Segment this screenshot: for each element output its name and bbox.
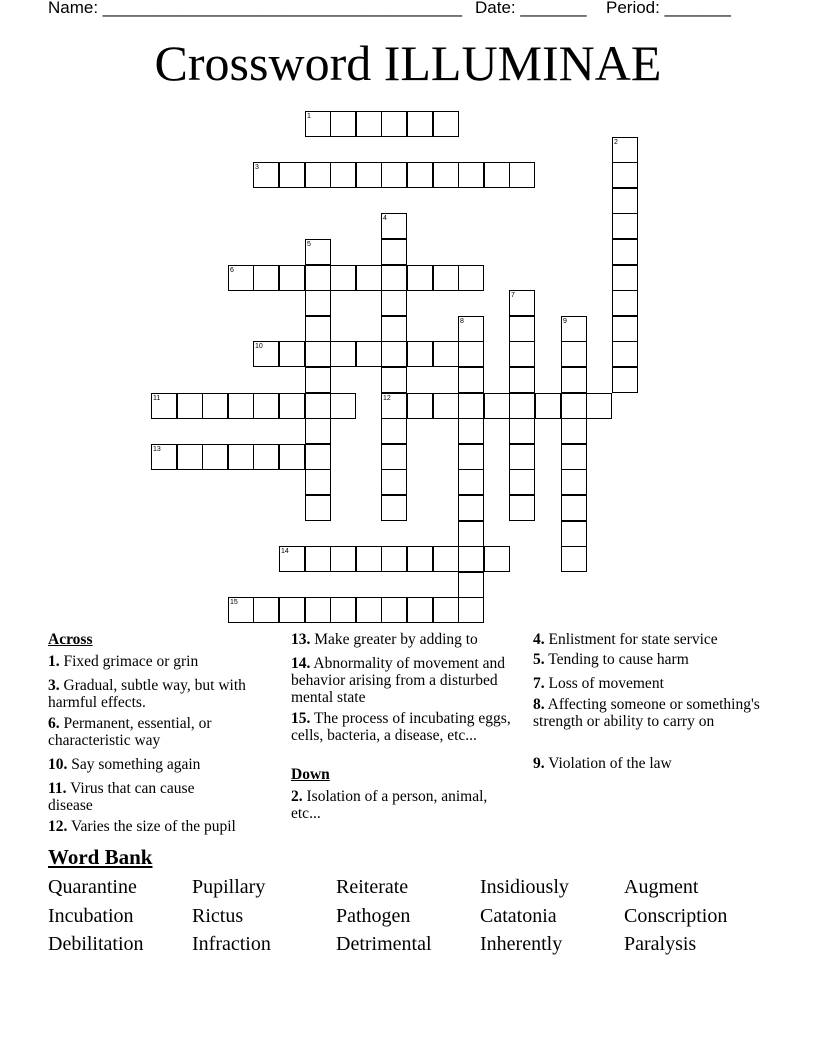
grid-cell[interactable] xyxy=(612,367,638,393)
grid-cell[interactable] xyxy=(535,393,561,419)
grid-cell[interactable] xyxy=(381,111,407,137)
word-bank-title: Word Bank xyxy=(48,845,153,869)
word-bank-item: Pathogen xyxy=(336,905,411,927)
grid-cell[interactable] xyxy=(305,444,331,470)
grid-cell[interactable] xyxy=(561,546,587,572)
grid-cell[interactable] xyxy=(305,546,331,572)
word-bank-item: Catatonia xyxy=(480,905,557,927)
clue-number: 6 xyxy=(230,267,234,274)
grid-cell[interactable] xyxy=(381,290,407,316)
grid-cell[interactable] xyxy=(356,265,382,291)
period-field[interactable]: Period: _______ xyxy=(606,0,731,17)
grid-cell[interactable] xyxy=(458,418,484,444)
grid-cell[interactable] xyxy=(458,495,484,521)
clue-number: 14 xyxy=(281,548,289,555)
clue-across-12: 12. Varies the size of the pupil xyxy=(48,818,236,835)
grid-cell[interactable] xyxy=(356,546,382,572)
clue-across-10: 10. Say something again xyxy=(48,756,201,773)
grid-cell[interactable] xyxy=(458,546,484,572)
clue-number: 2 xyxy=(614,139,618,146)
grid-cell[interactable] xyxy=(612,316,638,342)
grid-cell[interactable] xyxy=(305,265,331,291)
word-bank-item: Reiterate xyxy=(336,876,409,898)
grid-cell[interactable] xyxy=(228,393,254,419)
grid-cell[interactable] xyxy=(612,213,638,239)
clue-across-3: 3. Gradual, subtle way, but with harmful effects. xyxy=(48,677,246,711)
grid-cell[interactable] xyxy=(305,367,331,393)
grid-cell[interactable] xyxy=(381,418,407,444)
grid-cell[interactable] xyxy=(407,546,433,572)
grid-cell[interactable] xyxy=(561,444,587,470)
grid-cell[interactable] xyxy=(381,597,407,623)
grid-cell[interactable] xyxy=(305,597,331,623)
grid-cell[interactable] xyxy=(509,316,535,342)
grid-cell[interactable] xyxy=(330,265,356,291)
grid-cell[interactable] xyxy=(253,444,279,470)
grid-cell[interactable] xyxy=(612,239,638,265)
grid-cell[interactable] xyxy=(381,265,407,291)
date-field[interactable]: Date: _______ xyxy=(475,0,587,17)
grid-cell[interactable] xyxy=(381,341,407,367)
clue-number: 13 xyxy=(153,446,161,453)
clue-number: 3 xyxy=(255,164,259,171)
grid-cell[interactable] xyxy=(407,393,433,419)
grid-cell[interactable] xyxy=(381,367,407,393)
grid-cell[interactable] xyxy=(458,521,484,547)
grid-cell[interactable] xyxy=(305,393,331,419)
grid-cell[interactable] xyxy=(305,495,331,521)
grid-cell[interactable] xyxy=(458,341,484,367)
grid-cell[interactable] xyxy=(381,495,407,521)
clue-down-5: 5. Tending to cause harm xyxy=(533,651,689,668)
grid-cell[interactable] xyxy=(407,597,433,623)
grid-cell[interactable] xyxy=(433,546,459,572)
grid-cell[interactable] xyxy=(458,367,484,393)
grid-cell[interactable] xyxy=(433,393,459,419)
word-bank-item: Debilitation xyxy=(48,933,144,955)
across-heading: Across xyxy=(48,631,93,648)
grid-cell[interactable] xyxy=(509,393,535,419)
grid-cell[interactable] xyxy=(458,162,484,188)
grid-cell[interactable] xyxy=(509,444,535,470)
clue-number: 10 xyxy=(255,343,263,350)
word-bank-item: Insidiously xyxy=(480,876,569,898)
grid-cell[interactable] xyxy=(612,265,638,291)
grid-cell[interactable] xyxy=(279,341,305,367)
grid-cell[interactable] xyxy=(253,393,279,419)
grid-cell[interactable] xyxy=(561,521,587,547)
word-bank-item: Augment xyxy=(624,876,699,898)
grid-cell[interactable] xyxy=(561,341,587,367)
grid-cell[interactable] xyxy=(279,444,305,470)
grid-cell[interactable] xyxy=(202,393,228,419)
clue-across-6: 6. Permanent, essential, or characteristic way xyxy=(48,715,212,749)
word-bank-item: Paralysis xyxy=(624,933,697,955)
grid-cell[interactable] xyxy=(509,469,535,495)
word-bank-item: Pupillary xyxy=(192,876,266,898)
grid-cell[interactable] xyxy=(279,597,305,623)
clue-number: 8 xyxy=(460,318,464,325)
clue-number: 15 xyxy=(230,599,238,606)
grid-cell[interactable] xyxy=(407,265,433,291)
name-field[interactable]: Name: ______________________________________ xyxy=(48,0,463,17)
grid-cell[interactable] xyxy=(458,597,484,623)
grid-cell[interactable] xyxy=(561,469,587,495)
grid-cell[interactable] xyxy=(253,597,279,623)
grid-cell[interactable] xyxy=(458,469,484,495)
grid-cell[interactable] xyxy=(202,444,228,470)
grid-cell[interactable] xyxy=(586,393,612,419)
grid-cell[interactable] xyxy=(433,341,459,367)
grid-cell[interactable] xyxy=(612,188,638,214)
clue-number: 7 xyxy=(511,292,515,299)
grid-cell[interactable] xyxy=(305,418,331,444)
clue-down-8: 8. Affecting someone or something's strength or ability to carry on xyxy=(533,696,760,730)
word-bank-item: Detrimental xyxy=(336,933,432,955)
grid-cell[interactable] xyxy=(484,393,510,419)
grid-cell[interactable] xyxy=(509,418,535,444)
grid-cell[interactable] xyxy=(305,316,331,342)
clue-down-2: 2. Isolation of a person, animal, etc... xyxy=(291,788,488,822)
grid-cell[interactable] xyxy=(381,546,407,572)
grid-cell[interactable] xyxy=(612,162,638,188)
grid-cell[interactable] xyxy=(356,597,382,623)
grid-cell[interactable] xyxy=(458,265,484,291)
page-title: Crossword ILLUMINAE xyxy=(154,35,662,91)
grid-cell[interactable] xyxy=(381,444,407,470)
clue-down-4: 4. Enlistment for state service xyxy=(533,631,718,648)
grid-cell[interactable] xyxy=(509,495,535,521)
grid-cell[interactable] xyxy=(305,469,331,495)
grid-cell[interactable] xyxy=(228,444,254,470)
down-heading: Down xyxy=(291,766,330,783)
grid-cell[interactable] xyxy=(433,111,459,137)
grid-cell[interactable] xyxy=(561,393,587,419)
grid-cell[interactable] xyxy=(484,546,510,572)
grid-cell[interactable] xyxy=(458,444,484,470)
grid-cell[interactable] xyxy=(433,162,459,188)
grid-cell[interactable] xyxy=(407,162,433,188)
grid-cell[interactable] xyxy=(612,341,638,367)
grid-cell[interactable] xyxy=(381,316,407,342)
grid-cell[interactable] xyxy=(509,367,535,393)
grid-cell[interactable] xyxy=(356,162,382,188)
grid-cell[interactable] xyxy=(253,265,279,291)
grid-cell[interactable] xyxy=(433,597,459,623)
grid-cell[interactable] xyxy=(279,393,305,419)
grid-cell[interactable] xyxy=(305,162,331,188)
clue-number: 1 xyxy=(307,113,311,120)
word-bank-item: Incubation xyxy=(48,905,134,927)
grid-cell[interactable] xyxy=(177,393,203,419)
grid-cell[interactable] xyxy=(279,162,305,188)
grid-cell[interactable] xyxy=(177,444,203,470)
grid-cell[interactable] xyxy=(330,341,356,367)
grid-cell[interactable] xyxy=(330,111,356,137)
clue-across-15: 15. The process of incubating eggs, cells, bacteria, a disease, etc... xyxy=(291,710,511,744)
grid-cell[interactable] xyxy=(509,162,535,188)
clue-across-13: 13. Make greater by adding to xyxy=(291,631,478,648)
grid-cell[interactable] xyxy=(612,290,638,316)
grid-cell[interactable] xyxy=(330,546,356,572)
grid-cell[interactable] xyxy=(433,265,459,291)
grid-cell[interactable] xyxy=(305,341,331,367)
clue-number: 12 xyxy=(383,395,391,402)
clue-number: 11 xyxy=(153,395,161,402)
clue-down-9: 9. Violation of the law xyxy=(533,755,672,772)
grid-cell[interactable] xyxy=(381,162,407,188)
word-bank-item: Rictus xyxy=(192,905,244,927)
grid-cell[interactable] xyxy=(356,341,382,367)
grid-cell[interactable] xyxy=(458,393,484,419)
grid-cell[interactable] xyxy=(279,265,305,291)
word-bank-item: Conscription xyxy=(624,905,728,927)
clue-number: 9 xyxy=(563,318,567,325)
grid-cell[interactable] xyxy=(356,111,382,137)
clue-down-7: 7. Loss of movement xyxy=(533,675,664,692)
word-bank-item: Inherently xyxy=(480,933,563,955)
word-bank-item: Infraction xyxy=(192,933,271,955)
grid-cell[interactable] xyxy=(305,290,331,316)
grid-cell[interactable] xyxy=(381,239,407,265)
grid-cell[interactable] xyxy=(330,393,356,419)
clue-number: 5 xyxy=(307,241,311,248)
grid-cell[interactable] xyxy=(407,341,433,367)
grid-cell[interactable] xyxy=(381,469,407,495)
grid-cell[interactable] xyxy=(458,572,484,598)
grid-cell[interactable] xyxy=(509,341,535,367)
word-bank-item: Quarantine xyxy=(48,876,137,898)
grid-cell[interactable] xyxy=(407,111,433,137)
clue-across-1: 1. Fixed grimace or grin xyxy=(48,653,199,670)
grid-cell[interactable] xyxy=(561,495,587,521)
grid-cell[interactable] xyxy=(330,162,356,188)
clue-across-14: 14. Abnormality of movement and behavior arising from a disturbed mental state xyxy=(291,655,505,706)
grid-cell[interactable] xyxy=(484,162,510,188)
grid-cell[interactable] xyxy=(561,418,587,444)
clue-across-11: 11. Virus that can cause disease xyxy=(48,780,195,814)
grid-cell[interactable] xyxy=(561,367,587,393)
clue-number: 4 xyxy=(383,215,387,222)
grid-cell[interactable] xyxy=(330,597,356,623)
